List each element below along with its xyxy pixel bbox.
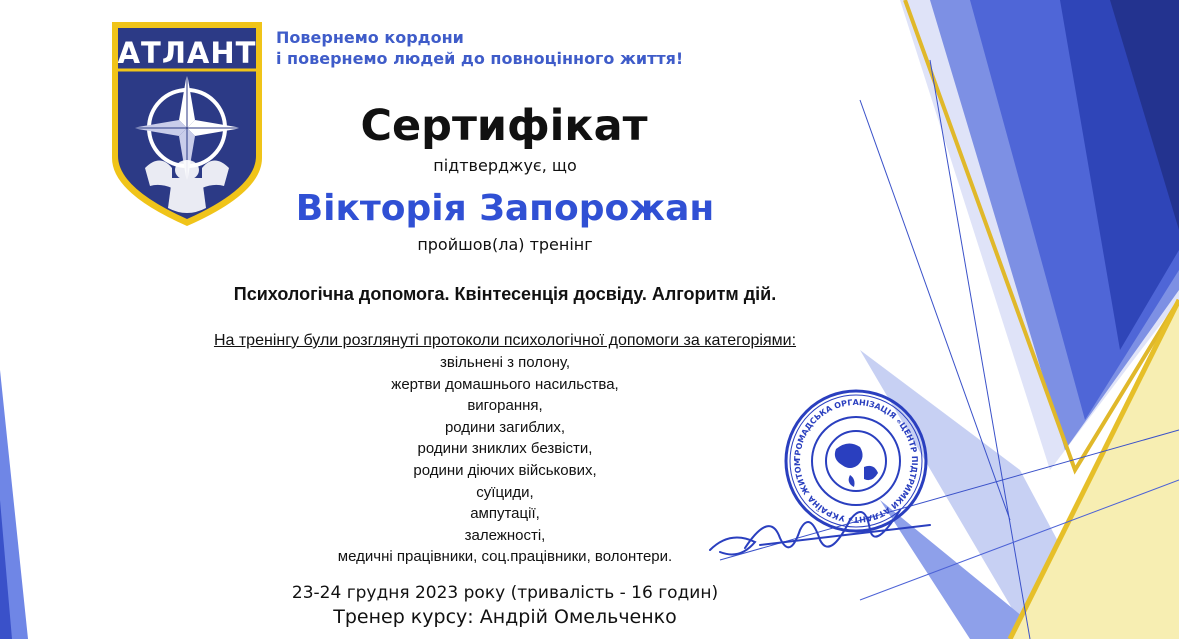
trainer-name: Тренер курсу: Андрій Омельченко — [333, 606, 677, 628]
signature-icon — [700, 490, 940, 580]
category-item: суїциди, — [476, 483, 534, 501]
category-item: родини загиблих, — [444, 418, 566, 436]
category-item: жертви домашнього насильства, — [391, 375, 619, 393]
training-dates: 23-24 грудня 2023 року (тривалість - 16 годин) — [291, 583, 719, 603]
certificate-title: Сертифікат — [360, 101, 648, 151]
category-item: родини зниклих безвісти, — [417, 440, 593, 458]
topics-heading: На тренінгу були розглянуті протоколи психологічної допомоги за категоріями: — [213, 332, 797, 349]
completed-text: пройшов(ла) тренінг — [417, 235, 593, 254]
training-title: Психологічна допомога. Квінтесенція досвіду. Алгоритм дій. — [233, 284, 777, 304]
slogan-line-2: і повернемо людей до повноцінного життя! — [276, 49, 684, 68]
category-item: родини діючих військових, — [413, 461, 597, 479]
signature — [700, 490, 940, 580]
recipient-name: Вікторія Запорожан — [295, 188, 715, 229]
slogan-line-1: Повернемо кордони — [276, 28, 464, 47]
category-item: медичні працівники, соц.працівники, волонтери. — [337, 548, 673, 566]
confirms-text: підтверджує, що — [433, 156, 577, 175]
category-item: ампутації, — [470, 505, 540, 523]
stamp-text: ГРОМАДСЬКА ОРГАНІЗАЦІЯ «ЦЕНТР ПІДТРИМКИ АТЛАНТ» УКРАЇНА ЖИТОМ — [792, 397, 920, 525]
logo-text: АТЛАНТ — [117, 36, 257, 70]
slogan — [276, 27, 736, 69]
category-item: залежності, — [464, 526, 546, 544]
category-item: вигорання, — [467, 397, 543, 415]
category-item: звільнені з полону, — [439, 354, 571, 371]
